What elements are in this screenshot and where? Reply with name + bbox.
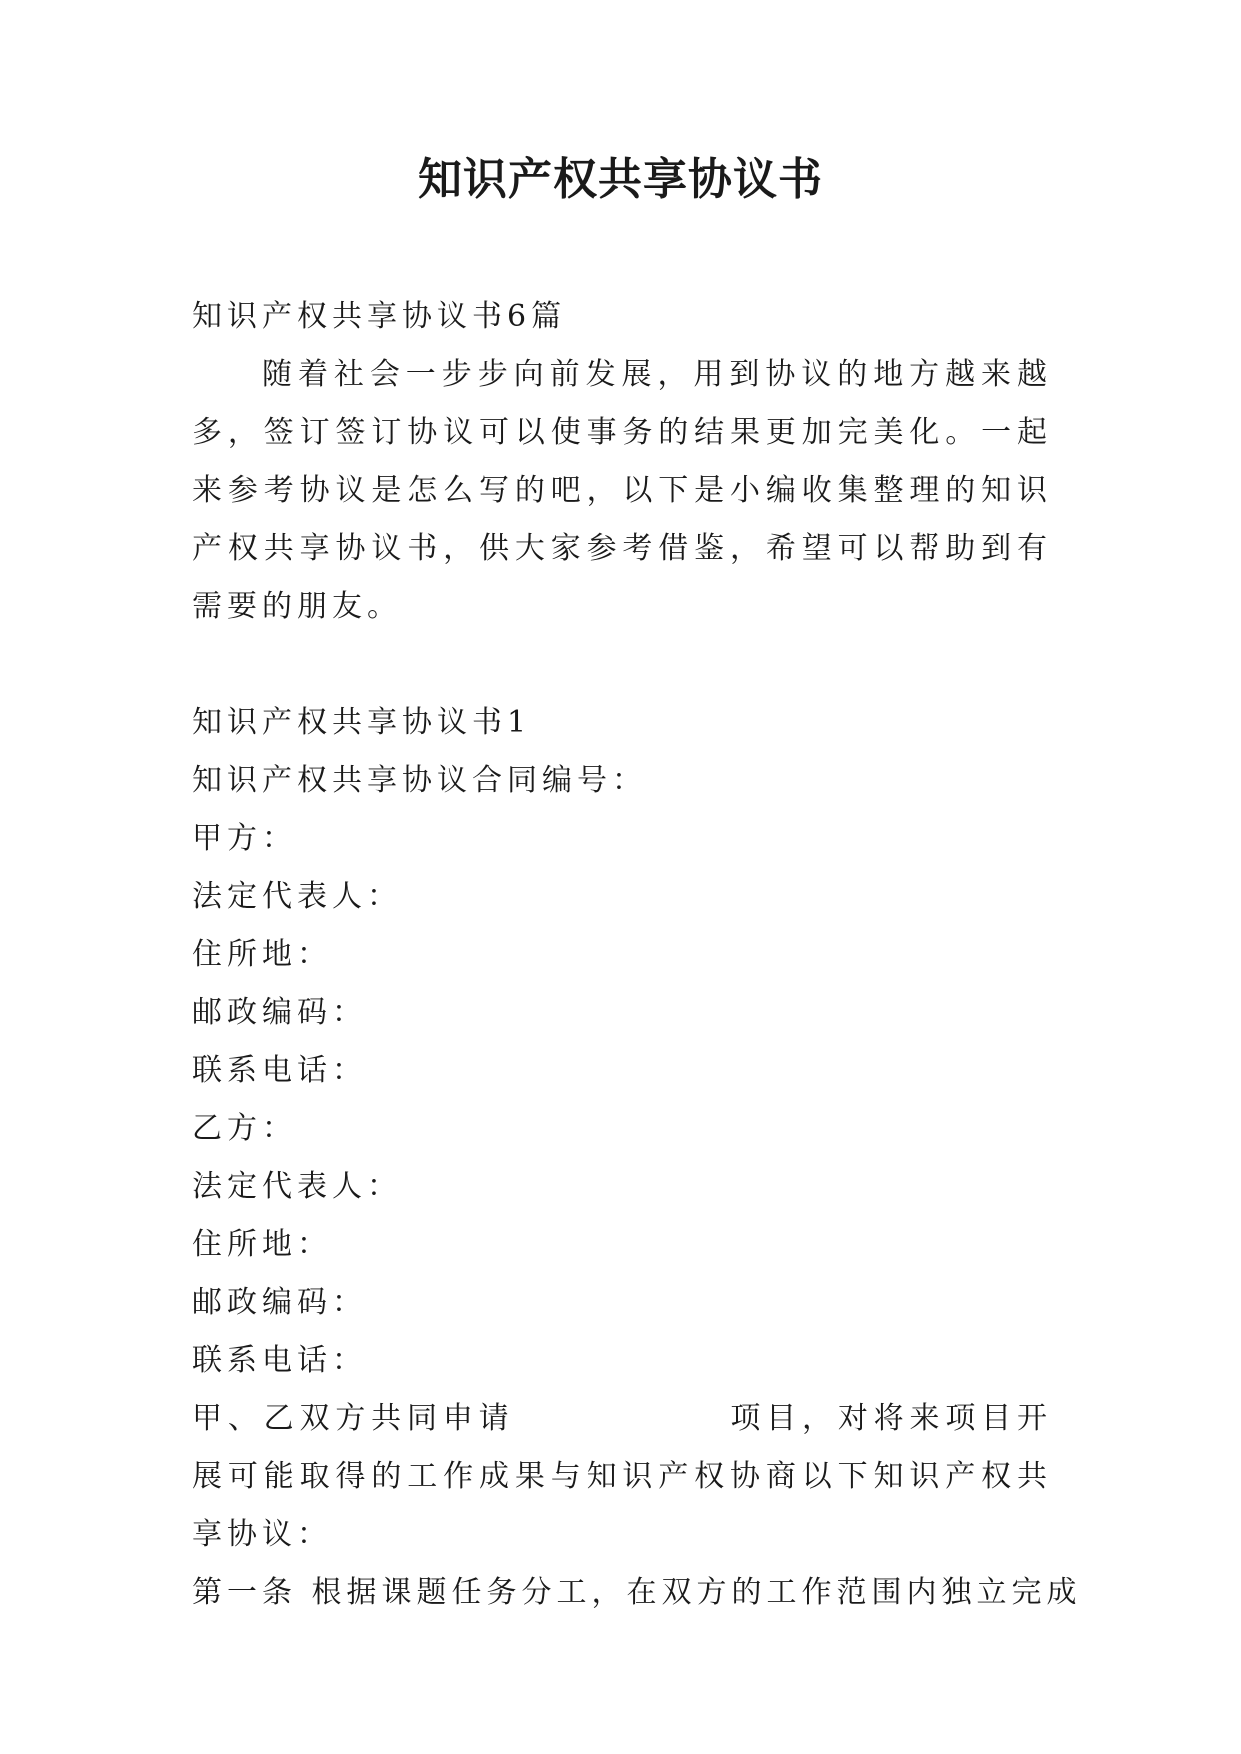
party-a-phone-label: 联系电话： xyxy=(192,1053,367,1088)
contract-number-label: 知识产权共享协议合同编号： xyxy=(192,763,647,798)
party-b-postcode-label: 邮政编码： xyxy=(192,1285,367,1320)
joint-application-prefix: 甲、乙双方共同申请 xyxy=(192,1401,515,1436)
party-b-label: 乙方： xyxy=(192,1111,297,1146)
party-b-phone-label: 联系电话： xyxy=(192,1343,367,1378)
document-subtitle: 知识产权共享协议书6篇 xyxy=(192,299,567,334)
paragraph-gap xyxy=(192,636,1052,694)
party-a-address-label: 住所地： xyxy=(192,937,332,972)
party-a-label: 甲方： xyxy=(192,821,297,856)
joint-application-suffix: 项目，对将来项目开展可能取得的工作成果与知识产权协商以下知识产权共享协议： xyxy=(192,1401,1052,1552)
party-b-address-label: 住所地： xyxy=(192,1227,332,1262)
party-a-representative-label: 法定代表人： xyxy=(192,879,402,914)
section-heading: 知识产权共享协议书1 xyxy=(192,705,532,740)
document-body xyxy=(192,288,1082,1622)
document-title: 知识产权共享协议书 xyxy=(418,154,823,205)
article-one: 第一条 根据课题任务分工，在双方的工作范围内独立完成 xyxy=(192,1575,1082,1610)
joint-application-paragraph xyxy=(192,1390,1052,1564)
intro-paragraph: 随着社会一步步向前发展，用到协议的地方越来越多，签订签订协议可以使事务的结果更加完美化。一起来参考协议是怎么写的吧，以下是小编收集整理的知识产权共享协议书，供大家参考借鉴，希望可以帮助到有需要的朋友。 xyxy=(192,357,1052,624)
party-b-representative-label: 法定代表人： xyxy=(192,1169,402,1204)
party-a-postcode-label: 邮政编码： xyxy=(192,995,367,1030)
